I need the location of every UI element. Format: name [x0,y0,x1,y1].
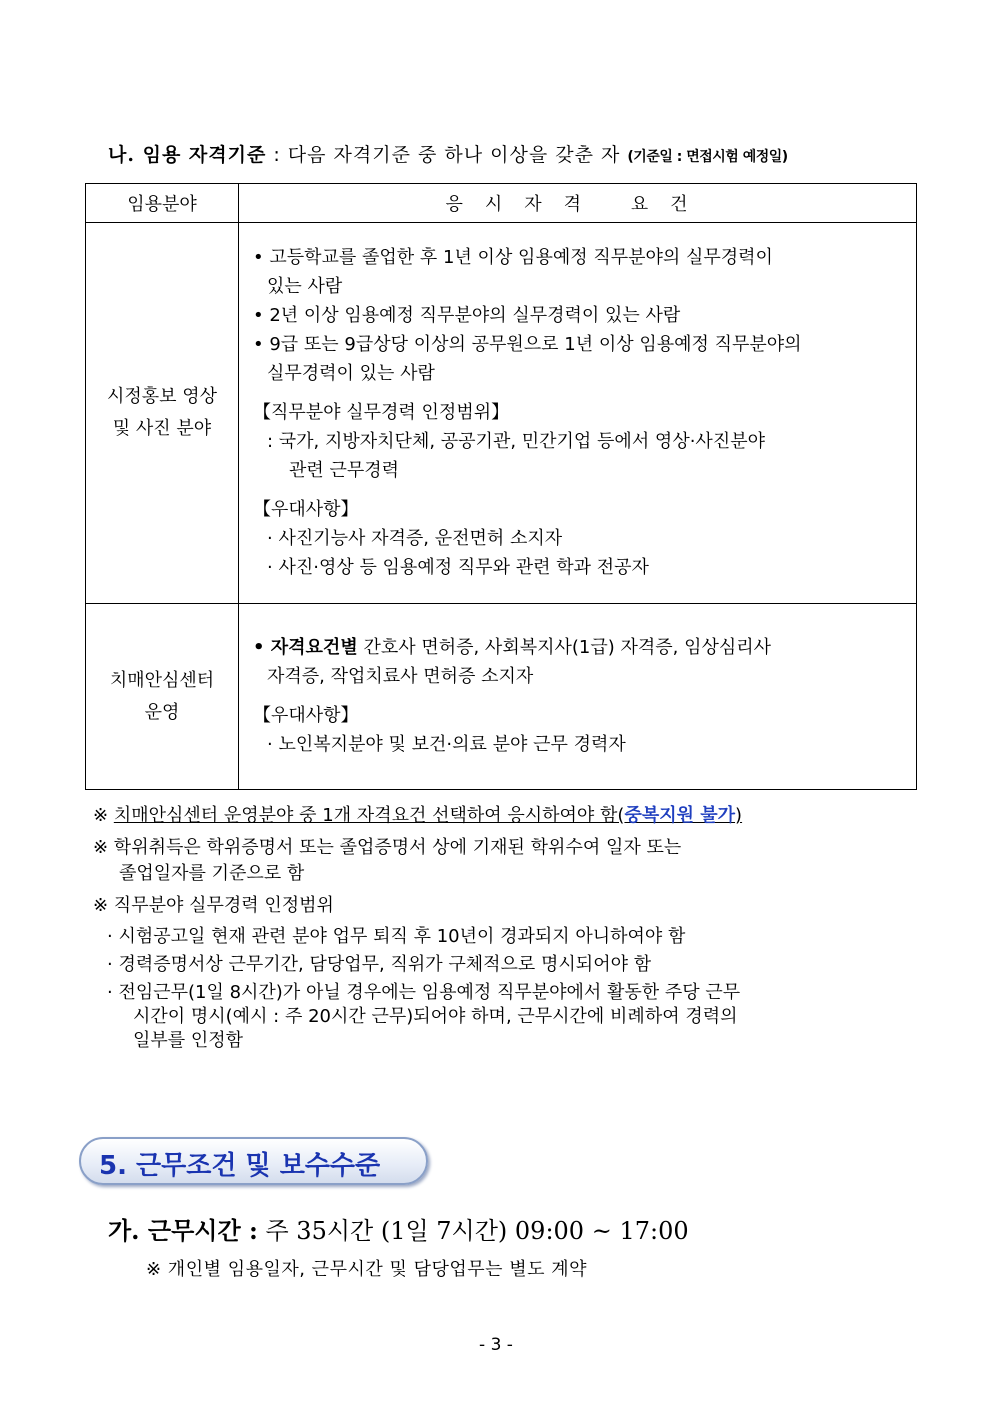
header-requirements: 응시자격 요건 [239,184,917,223]
working-hours-label: 가. 근무시간 : [108,1216,258,1245]
qualification-heading [108,140,788,167]
note-degree-date: ※ 학위취득은 학위증명서 또는 졸업증명서 상에 기재된 학위수여 일자 또는 졸업일자를 기준으로 함 [93,837,682,884]
table-row [86,223,917,604]
field-cell [86,604,239,790]
bullet-text: 간호사 면허증, 사회복지사(1급) 자격증, 임상심리사 [357,636,772,658]
scope-text: 관련 근무경력 [289,459,400,481]
preference-title: 【우대사항】 [253,498,359,520]
field-label-line: 치매안심센터 [109,669,215,691]
header-field: 임용분야 [86,184,239,223]
heading-note: (기준일 : 면접시험 예정일) [627,149,788,165]
scope-text: : 국가, 지방자치단체, 공공기관, 민간기업 등에서 영상·사진분야 [267,430,765,452]
note-duplicate-application: ※ 치매안심센터 운영분야 중 1개 자격요건 선택하여 응시하여야 함(중복지원 불가) [93,805,743,826]
bullet-text: 실무경력이 있는 사람 [267,362,435,384]
requirements-cell [239,223,917,604]
working-hours-note: ※ 개인별 임용일자, 근무시간 및 담당업무는 별도 계약 [146,1259,588,1280]
table-row [86,604,917,790]
preference-title: 【우대사항】 [253,704,359,726]
list-item: · 전임근무(1일 8시간)가 아닐 경우에는 임용예정 직무분야에서 활동한 주당 근무 시간이 명시(예시 : 주 20시간 근무)되어야 하며, 근무시간에 비례하여 경력의 일부를 인정함 [107,982,741,1051]
field-label-line: 및 사진 분야 [112,418,212,439]
bullet-text: 있는 사람 [267,275,343,297]
bullet-text: • 고등학교를 졸업한 후 1년 이상 임용예정 직무분야의 실무경력이 [253,246,773,268]
heading-text: : 다음 자격기준 중 하나 이상을 갖춘 자 [266,144,628,166]
preference-item: · 사진·영상 등 임용예정 직무와 관련 학과 전공자 [267,556,649,578]
bullet-text: • 9급 또는 9급상당 이상의 공무원으로 1년 이상 임용예정 직무분야의 [253,333,802,355]
list-item: · 경력증명서상 근무기간, 담당업무, 직위가 구체적으로 명시되어야 함 [107,954,652,975]
bullet-text: 자격증, 작업치료사 면허증 소지자 [267,665,534,687]
bullet-text: • 2년 이상 임용예정 직무분야의 실무경력이 있는 사람 [253,304,681,326]
page-number: - 3 - [479,1335,513,1355]
preference-item: · 노인복지분야 및 보건·의료 분야 근무 경력자 [267,733,626,755]
section-5-title: 5. 근무조건 및 보수수준 [99,1151,381,1181]
table-header-row [86,184,917,223]
list-item: · 시험공고일 현재 관련 분야 업무 퇴직 후 10년이 경과되지 아니하여야 함 [107,926,686,947]
heading-marker: 나. 임용 자격기준 [108,144,267,166]
working-hours [108,1211,689,1246]
working-hours-value: 주 35시간 (1일 7시간) 09:00 ~ 17:00 [257,1217,689,1245]
note-experience-scope: ※ 직무분야 실무경력 인정범위 [93,895,334,916]
requirements-cell [239,604,917,790]
bullet-bold: • 자격요건별 [253,636,358,658]
preference-item: · 사진기능사 자격증, 운전면허 소지자 [267,527,563,549]
qualification-table [85,183,917,790]
scope-title: 【직무분야 실무경력 인정범위】 [253,401,510,423]
field-cell [86,223,239,604]
field-label-line: 운영 [144,701,180,723]
notes-block [93,803,913,1057]
field-label-line: 시정홍보 영상 [106,386,218,407]
section-5-banner [79,1137,428,1185]
